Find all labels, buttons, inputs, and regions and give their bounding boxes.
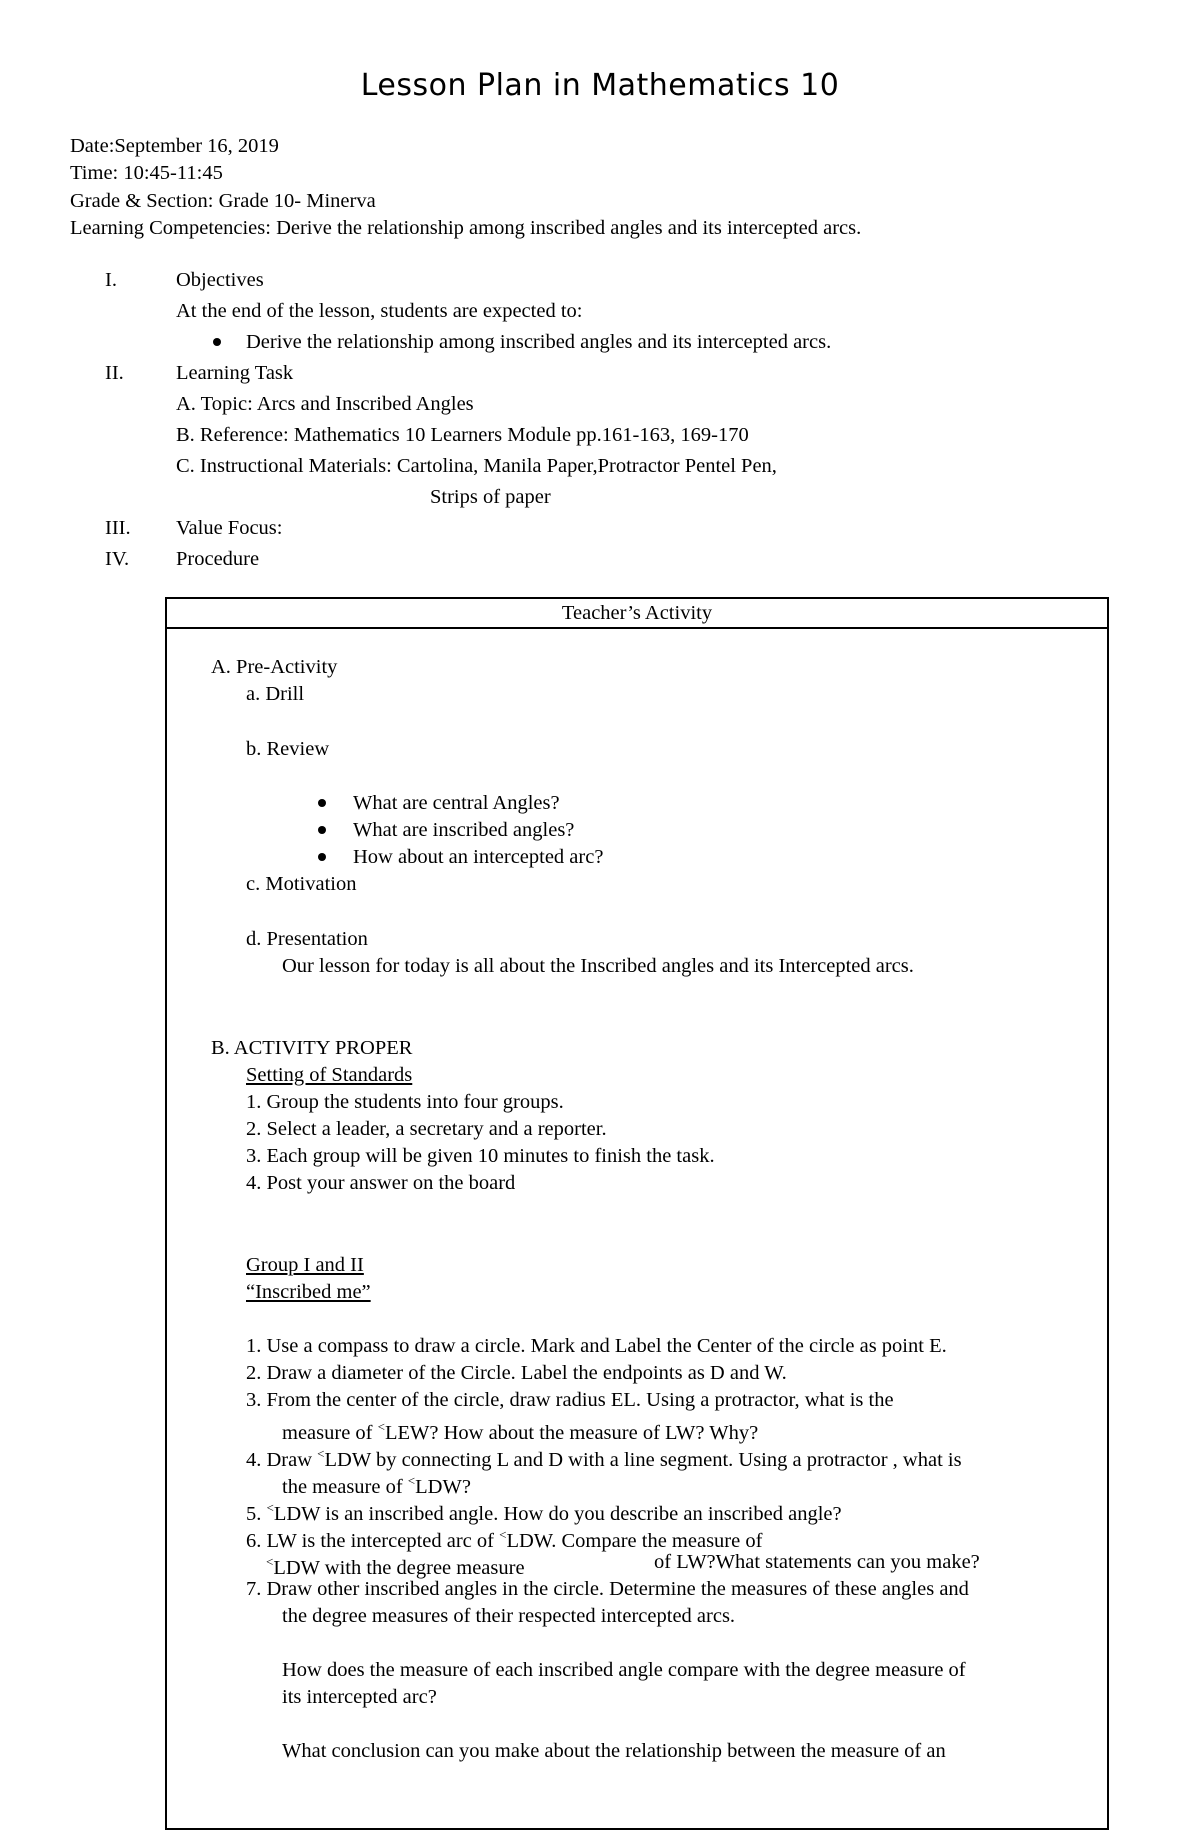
bullet-icon (213, 338, 221, 346)
review-question: What are central Angles? (353, 792, 560, 814)
bullet-icon (318, 853, 326, 861)
activity-proper-heading: B. ACTIVITY PROPER (211, 1037, 413, 1059)
standards-title: Setting of Standards (246, 1064, 413, 1086)
section-3-title: Value Focus: (176, 517, 283, 539)
grade-line: Grade & Section: Grade 10- Minerva (70, 190, 376, 212)
document-title: Lesson Plan in Mathematics 10 (360, 68, 840, 103)
drill-item: a. Drill (246, 683, 305, 705)
conclusion-question: What conclusion can you make about the relationship between the measure of an (282, 1740, 946, 1762)
motivation-item: c. Motivation (246, 873, 357, 895)
angle-icon: < (266, 1554, 274, 1569)
section-2-title: Learning Task (176, 362, 294, 384)
review-question: How about an intercepted arc? (353, 846, 604, 868)
task-item-continued: measure of <LEW? How about the measure of LW? Why? (282, 1419, 759, 1444)
time-line: Time: 10:45-11:45 (70, 162, 223, 184)
objective-item: Derive the relationship among inscribed angles and its intercepted arcs. (246, 331, 832, 353)
procedure-table (165, 597, 1109, 1830)
task-item: 2. Draw a diameter of the Circle. Label the endpoints as D and W. (246, 1362, 787, 1384)
presentation-item: d. Presentation (246, 928, 368, 950)
section-3-number: III. (105, 517, 131, 539)
reflection-question: How does the measure of each inscribed angle compare with the degree measure of (282, 1659, 966, 1681)
bullet-icon (318, 826, 326, 834)
presentation-text: Our lesson for today is all about the Inscribed angles and its Intercepted arcs. (282, 955, 914, 977)
task-item-continued: the measure of <LDW? (282, 1473, 471, 1498)
group-title: Group I and II (246, 1254, 364, 1276)
task-item: 3. From the center of the circle, draw radius EL. Using a protractor, what is the (246, 1389, 894, 1411)
angle-icon: < (317, 1446, 325, 1461)
section-2-number: II. (105, 362, 124, 384)
standard-item: 4. Post your answer on the board (246, 1172, 516, 1194)
materials-line: C. Instructional Materials: Cartolina, Manila Paper,Protractor Pentel Pen, (176, 455, 777, 477)
objectives-intro: At the end of the lesson, students are expected to: (176, 300, 583, 322)
angle-icon: < (499, 1527, 507, 1542)
section-1-title: Objectives (176, 269, 264, 291)
section-4-number: IV. (105, 548, 130, 570)
task-item: 1. Use a compass to draw a circle. Mark and Label the Center of the circle as point E. (246, 1335, 947, 1357)
task-item: 6. LW is the intercepted arc of <LDW. Compare the measure of (246, 1527, 763, 1552)
standard-item: 2. Select a leader, a secretary and a reporter. (246, 1118, 607, 1140)
pre-activity-heading: A. Pre-Activity (211, 656, 338, 678)
task-item-continued: <LDW with the degree measure (266, 1554, 525, 1579)
standard-item: 1. Group the students into four groups. (246, 1091, 564, 1113)
angle-icon: < (407, 1473, 416, 1488)
angle-icon: < (377, 1419, 385, 1434)
task-item: 7. Draw other inscribed angles in the circle. Determine the measures of these angles and (246, 1578, 969, 1600)
review-item: b. Review (246, 738, 330, 760)
section-4-title: Procedure (176, 548, 260, 570)
group-subtitle: “Inscribed me” (246, 1281, 371, 1303)
topic-line: A. Topic: Arcs and Inscribed Angles (176, 393, 474, 415)
standard-item: 3. Each group will be given 10 minutes to finish the task. (246, 1145, 715, 1167)
section-1-number: I. (105, 269, 117, 291)
reflection-question-continued: its intercepted arc? (282, 1686, 437, 1708)
review-question: What are inscribed angles? (353, 819, 575, 841)
materials-line-continued: Strips of paper (430, 486, 551, 508)
competencies-line: Learning Competencies: Derive the relationship among inscribed angles and its intercepted arcs. (70, 217, 862, 239)
angle-icon: < (266, 1500, 274, 1515)
bullet-icon (318, 799, 326, 807)
task-item: 4. Draw <LDW by connecting L and D with a line segment. Using a protractor , what is (246, 1446, 962, 1471)
task-item: 5. <LDW is an inscribed angle. How do you describe an inscribed angle? (246, 1500, 842, 1525)
table-header: Teacher’s Activity (167, 599, 1107, 629)
reference-line: B. Reference: Mathematics 10 Learners Module pp.161-163, 169-170 (176, 424, 749, 446)
task-item-continued: the degree measures of their respected intercepted arcs. (282, 1605, 736, 1627)
task-item-continued: of LW?What statements can you make? (654, 1551, 980, 1573)
date-line: Date:September 16, 2019 (70, 135, 279, 157)
